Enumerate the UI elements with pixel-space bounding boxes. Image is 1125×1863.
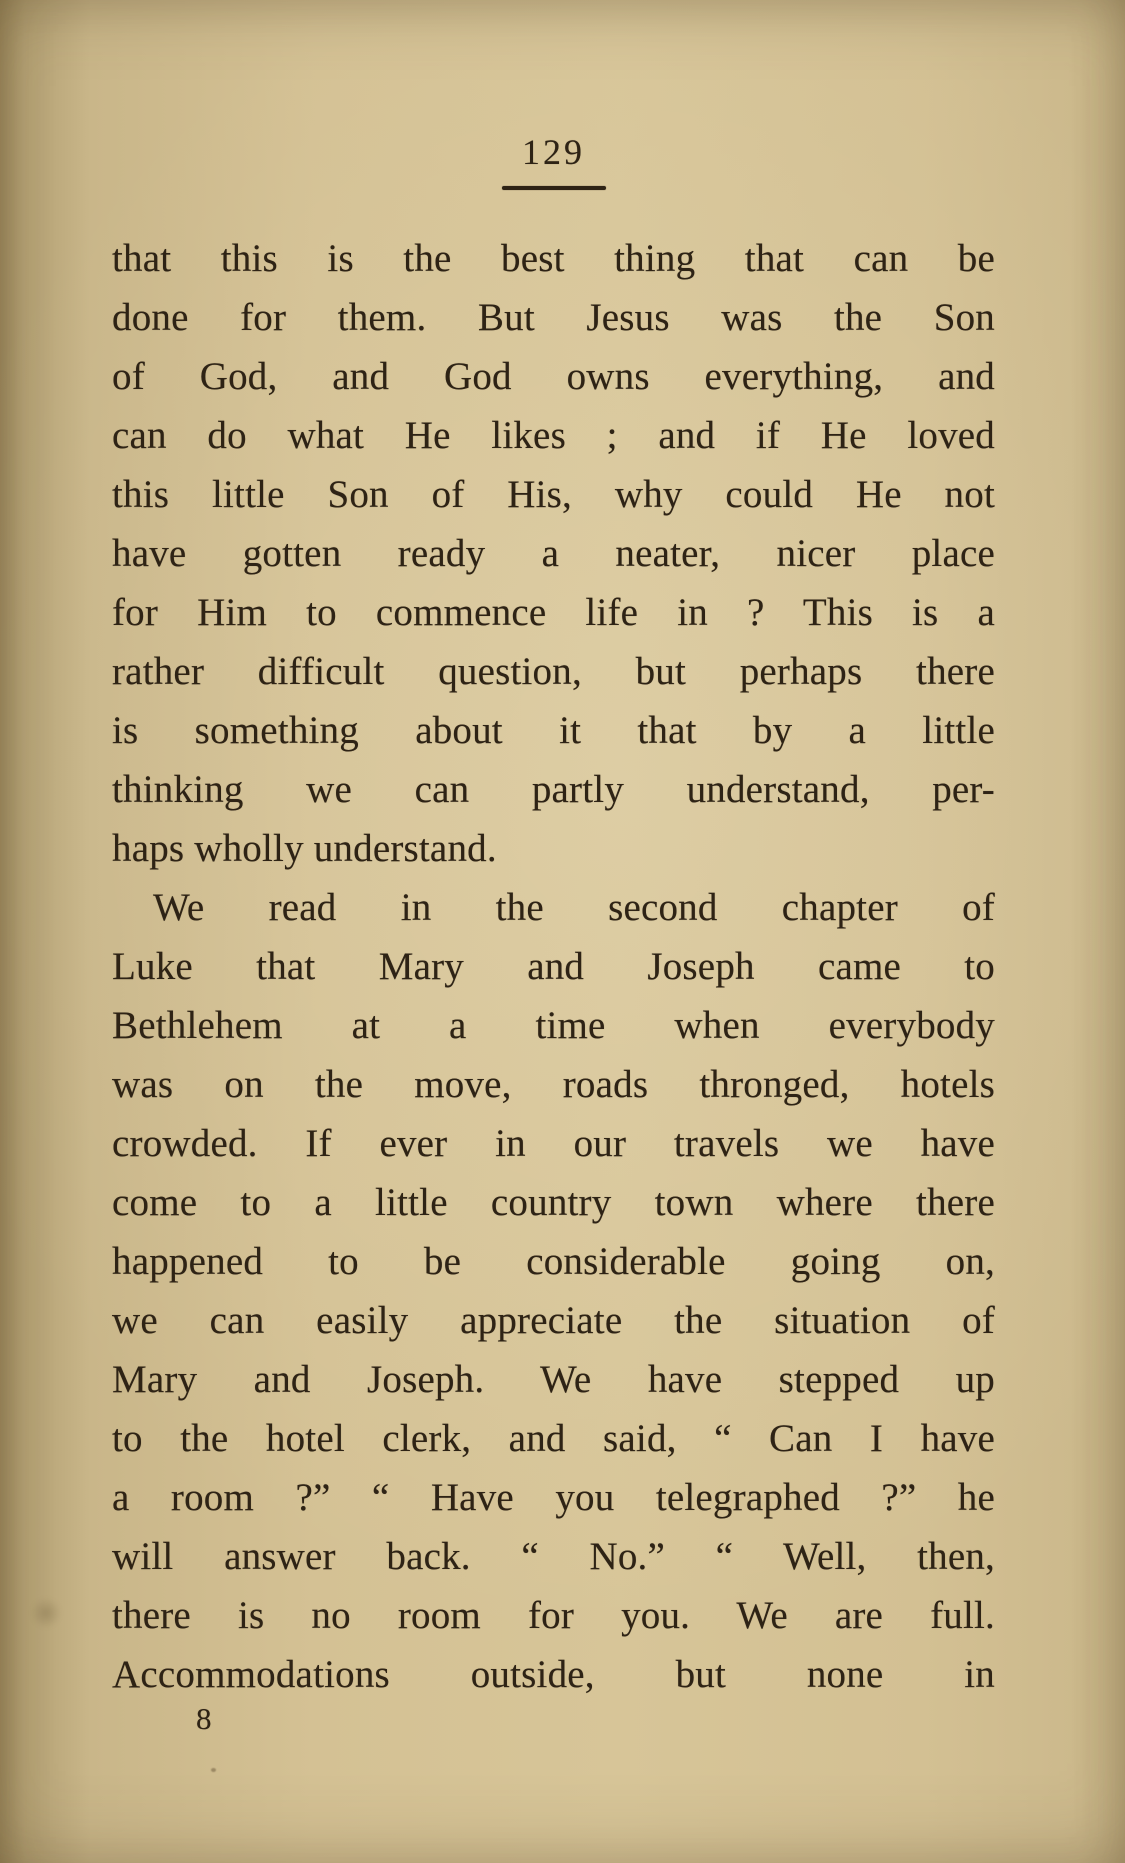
text-line: to the hotel clerk, and said, “ Can I have <box>112 1417 995 1460</box>
page-number: 129 <box>522 132 585 172</box>
text-line: Bethlehem at a time when everybody <box>112 1004 995 1047</box>
text-line: can do what He likes ; and if He loved <box>112 414 995 457</box>
text-line: for Him to commence life in ? This is a <box>112 591 995 634</box>
folio-rule <box>502 186 606 190</box>
text-line: that this is the best thing that can be <box>112 237 995 280</box>
text-line: Accommodations outside, but none in <box>112 1653 995 1696</box>
text-line: a room ?” “ Have you telegraphed ?” he <box>112 1476 995 1519</box>
text-line: Mary and Joseph. We have stepped up <box>112 1358 995 1401</box>
text-line: rather difficult question, but perhaps there <box>112 650 995 693</box>
text-line: is something about it that by a little <box>112 709 995 752</box>
text-line-paragraph-end: haps wholly understand. <box>112 827 497 870</box>
text-line: come to a little country town where there <box>112 1181 995 1224</box>
text-line: we can easily appreciate the situation of <box>112 1299 995 1342</box>
text-line: have gotten ready a neater, nicer place <box>112 532 995 575</box>
text-line: was on the move, roads thronged, hotels <box>112 1063 995 1106</box>
body-text <box>112 229 995 1704</box>
page-header <box>112 132 995 190</box>
text-line: Luke that Mary and Joseph came to <box>112 945 995 988</box>
signature-mark: 8 <box>196 1701 212 1736</box>
text-line: will answer back. “ No.” “ Well, then, <box>112 1535 995 1578</box>
text-line: of God, and God owns everything, and <box>112 355 995 398</box>
text-line: thinking we can partly understand, per- <box>112 768 995 811</box>
paper-stain <box>30 1598 62 1628</box>
paper-speck <box>211 1768 216 1772</box>
text-line: happened to be considerable going on, <box>112 1240 995 1283</box>
text-line: done for them. But Jesus was the Son <box>112 296 995 339</box>
text-line-paragraph-start: We read in the second chapter of <box>153 886 995 929</box>
text-line: crowded. If ever in our travels we have <box>112 1122 995 1165</box>
text-line: there is no room for you. We are full. <box>112 1594 995 1637</box>
text-line: this little Son of His, why could He not <box>112 473 995 516</box>
